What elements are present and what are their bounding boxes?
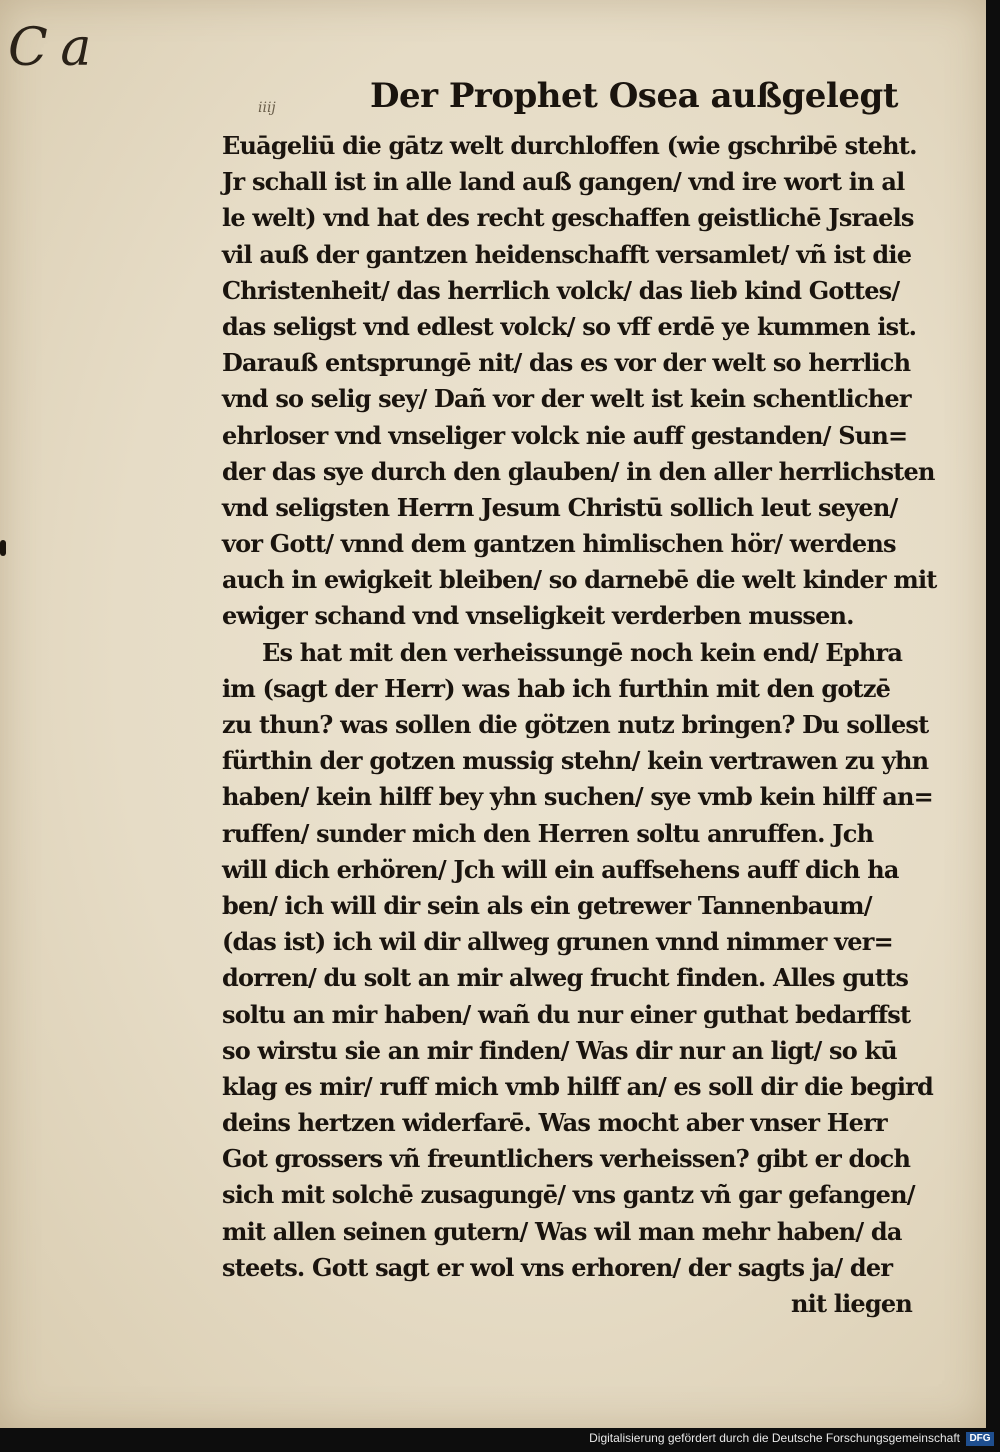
text-line: dorren/ du solt an mir alweg frucht finden. Alles gutts [222, 963, 909, 993]
digitization-credit: Digitalisierung gefördert durch die Deutsche Forschungsgemeinschaft [589, 1431, 960, 1445]
text-line: Es hat mit den verheissungē noch kein end/ Ephra [262, 637, 903, 667]
text-block [222, 128, 942, 1322]
text-line: will dich erhören/ Jch will ein auffsehens auff dich ha [222, 854, 899, 884]
text-line: klag es mir/ ruff mich vmb hilff an/ es soll dir die begird [222, 1071, 934, 1101]
text-line: so wirstu sie an mir finden/ Was dir nur an ligt/ so kū [222, 1035, 897, 1065]
text-line: Darauß entsprungē nit/ das es vor der welt so herrlich [222, 348, 911, 378]
catchword: nit liegen [790, 1289, 912, 1318]
text-line: (das ist) ich wil dir allweg grunen vnnd nimmer ver= [222, 927, 893, 957]
text-line: vnd seligsten Herrn Jesum Christū sollich leut seyen/ [222, 492, 898, 522]
text-line: das seligst vnd edlest volck/ so vff erdē ye kummen ist. [222, 311, 917, 341]
text-line: vor Gott/ vnnd dem gantzen himlischen hör/ werdens [222, 529, 896, 559]
text-line: Got grossers vñ freuntlichers verheissen? gibt er doch [222, 1144, 911, 1174]
text-line: mit allen seinen gutern/ Was wil man mehr haben/ da [222, 1216, 902, 1246]
text-line: Euāgeliū die gātz welt durchloffen (wie gschribē steht. [222, 131, 917, 160]
folio-mark: C a [8, 18, 90, 78]
text-line: der das sye durch den glauben/ in den aller herrlichsten [222, 456, 935, 486]
text-line: deins hertzen widerfarē. Was mocht aber vnser Herr [222, 1108, 887, 1138]
text-line: im (sagt der Herr) was hab ich furthin mit den gotzē [222, 673, 891, 703]
text-line: auch in ewigkeit bleiben/ so darnebē die welt kinder mit [222, 565, 937, 595]
dfg-logo: DFG [966, 1432, 994, 1446]
text-line: haben/ kein hilff bey yhn suchen/ sye vmb kein hilff an= [222, 782, 933, 812]
text-line: zu thun? was sollen die götzen nutz bringen? Du sollest [222, 710, 929, 739]
text-line: vil auß der gantzen heidenschafft versamlet/ vñ ist die [222, 239, 912, 269]
text-line: ruffen/ sunder mich den Herren soltu anruffen. Jch [222, 818, 874, 848]
text-line: sich mit solchē zusagungē/ vns gantz vñ gar gefangen/ [222, 1180, 915, 1210]
text-line: Christenheit/ das herrlich volck/ das lieb kind Gottes/ [222, 275, 900, 305]
text-line: vnd so selig sey/ Dañ vor der welt ist kein schentlicher [222, 384, 911, 414]
text-line: Jr schall ist in alle land auß gangen/ vnd ire wort in al [222, 167, 905, 197]
text-line: soltu an mir haben/ wañ du nur einer guthat bedarffst [222, 999, 911, 1029]
text-line: steets. Gott sagt er wol vns erhoren/ der sagts ja/ der [222, 1252, 893, 1282]
text-line: ben/ ich will dir sein als ein getrewer Tannenbaum/ [222, 890, 872, 920]
text-line: fürthin der gotzen mussig stehn/ kein vertrawen zu yhn [222, 746, 929, 776]
running-header: Der Prophet Osea außgelegt [370, 76, 898, 116]
signature-mark: iiij [258, 100, 276, 116]
text-line: le welt) vnd hat des recht geschaffen geistlichē Jsraels [222, 203, 914, 233]
margin-mark [0, 540, 6, 556]
text-line: ehrloser vnd vnseliger volck nie auff gestanden/ Sun= [222, 420, 908, 450]
text-line: ewiger schand vnd vnseligkeit verderben mussen. [222, 601, 854, 631]
